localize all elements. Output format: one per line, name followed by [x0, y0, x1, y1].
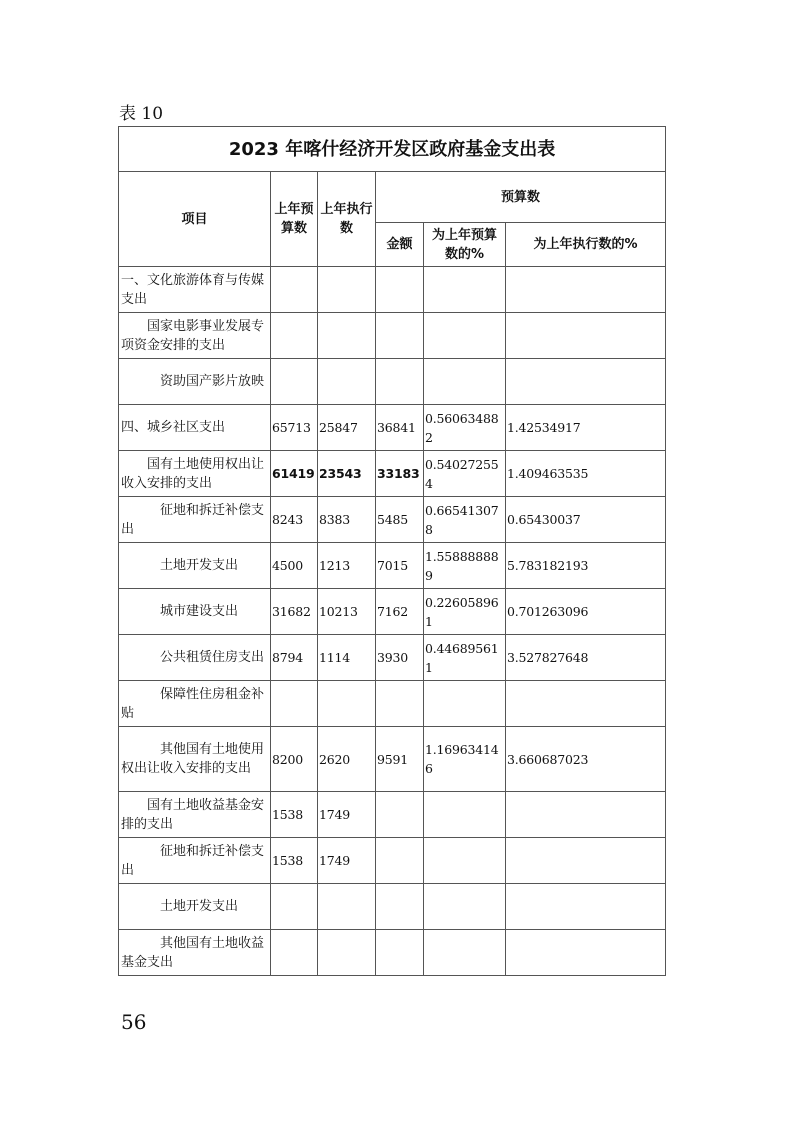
- row-pct-budget-cell: 0.446895611: [424, 635, 506, 681]
- row-amount-cell: 3930: [376, 635, 424, 681]
- row-prev-budget-cell: 31682: [271, 589, 318, 635]
- row-name-cell: 其他国有土地使用权出让收入安排的支出: [119, 727, 271, 792]
- row-prev-budget-cell: [271, 930, 318, 976]
- row-prev-exec-cell: [318, 884, 376, 930]
- row-pct-budget-cell: [424, 930, 506, 976]
- header-pct-prev-exec: 为上年执行数的%: [506, 223, 666, 267]
- table-row: [119, 405, 666, 451]
- row-prev-budget-cell: 4500: [271, 543, 318, 589]
- row-pct-budget-cell: [424, 838, 506, 884]
- row-pct-budget-cell: 1.558888889: [424, 543, 506, 589]
- row-amount-cell: [376, 930, 424, 976]
- row-pct-exec-cell: 3.660687023: [506, 727, 666, 792]
- table-label: 表 10: [119, 104, 164, 124]
- header-amount: 金额: [376, 223, 424, 267]
- row-pct-budget-cell: 0.540272554: [424, 451, 506, 497]
- row-amount-cell: 9591: [376, 727, 424, 792]
- row-pct-exec-cell: [506, 884, 666, 930]
- table-row: [119, 792, 666, 838]
- table-row: [119, 838, 666, 884]
- table-row: [119, 543, 666, 589]
- header-prev-budget: 上年预算数: [271, 172, 318, 267]
- row-name-cell: 公共租赁住房支出: [119, 635, 271, 681]
- row-name-cell: 保障性住房租金补贴: [119, 681, 271, 727]
- row-pct-exec-cell: [506, 267, 666, 313]
- table-title: 2023 年喀什经济开发区政府基金支出表: [119, 127, 666, 172]
- row-name-cell: 土地开发支出: [119, 884, 271, 930]
- row-prev-exec-cell: [318, 313, 376, 359]
- row-prev-budget-cell: 8243: [271, 497, 318, 543]
- row-amount-cell: 7162: [376, 589, 424, 635]
- row-prev-budget-cell: 1538: [271, 838, 318, 884]
- row-name-cell: 征地和拆迁补偿支出: [119, 497, 271, 543]
- row-pct-exec-cell: [506, 313, 666, 359]
- row-prev-budget-cell: 61419: [271, 451, 318, 497]
- row-name-cell: 国有土地收益基金安排的支出: [119, 792, 271, 838]
- header-budget: 预算数: [376, 172, 666, 223]
- row-amount-cell: [376, 359, 424, 405]
- row-name-cell: 城市建设支出: [119, 589, 271, 635]
- table-row: [119, 884, 666, 930]
- row-amount-cell: 33183: [376, 451, 424, 497]
- row-prev-exec-cell: [318, 359, 376, 405]
- row-pct-budget-cell: 1.169634146: [424, 727, 506, 792]
- table-row: [119, 681, 666, 727]
- row-pct-exec-cell: [506, 838, 666, 884]
- row-pct-exec-cell: 3.527827648: [506, 635, 666, 681]
- table-row: [119, 497, 666, 543]
- row-pct-exec-cell: [506, 930, 666, 976]
- row-amount-cell: [376, 838, 424, 884]
- header-prev-exec: 上年执行数: [318, 172, 376, 267]
- table-row: [119, 267, 666, 313]
- page-number: 56: [121, 1010, 147, 1034]
- row-pct-exec-cell: 0.701263096: [506, 589, 666, 635]
- row-name-cell: 征地和拆迁补偿支出: [119, 838, 271, 884]
- row-name-cell: 其他国有土地收益基金支出: [119, 930, 271, 976]
- row-pct-budget-cell: [424, 792, 506, 838]
- row-pct-budget-cell: [424, 359, 506, 405]
- row-amount-cell: [376, 792, 424, 838]
- fund-expenditure-table: [118, 126, 666, 976]
- row-pct-budget-cell: [424, 313, 506, 359]
- row-name-cell: 四、城乡社区支出: [119, 405, 271, 451]
- row-name-cell: 土地开发支出: [119, 543, 271, 589]
- row-name-cell: 国有土地使用权出让收入安排的支出: [119, 451, 271, 497]
- row-prev-exec-cell: 25847: [318, 405, 376, 451]
- row-pct-exec-cell: 5.783182193: [506, 543, 666, 589]
- row-amount-cell: 7015: [376, 543, 424, 589]
- row-amount-cell: [376, 267, 424, 313]
- row-pct-exec-cell: [506, 792, 666, 838]
- table-row: [119, 930, 666, 976]
- row-pct-budget-cell: [424, 681, 506, 727]
- row-prev-budget-cell: [271, 267, 318, 313]
- row-prev-exec-cell: 1213: [318, 543, 376, 589]
- row-prev-exec-cell: [318, 681, 376, 727]
- row-pct-budget-cell: 0.665413078: [424, 497, 506, 543]
- row-prev-exec-cell: 10213: [318, 589, 376, 635]
- table-row: [119, 589, 666, 635]
- table-row: [119, 359, 666, 405]
- row-prev-exec-cell: [318, 930, 376, 976]
- row-name-cell: 国家电影事业发展专项资金安排的支出: [119, 313, 271, 359]
- row-pct-budget-cell: 0.560634882: [424, 405, 506, 451]
- table-row: [119, 313, 666, 359]
- row-pct-exec-cell: 1.409463535: [506, 451, 666, 497]
- row-prev-budget-cell: 8200: [271, 727, 318, 792]
- row-prev-exec-cell: 23543: [318, 451, 376, 497]
- row-prev-exec-cell: 1749: [318, 838, 376, 884]
- row-prev-budget-cell: 65713: [271, 405, 318, 451]
- header-item: 项目: [119, 172, 271, 267]
- row-prev-exec-cell: 2620: [318, 727, 376, 792]
- row-prev-budget-cell: [271, 884, 318, 930]
- row-pct-exec-cell: 1.42534917: [506, 405, 666, 451]
- row-amount-cell: [376, 313, 424, 359]
- row-amount-cell: [376, 681, 424, 727]
- row-prev-exec-cell: 1749: [318, 792, 376, 838]
- table-row: [119, 727, 666, 792]
- row-prev-budget-cell: [271, 359, 318, 405]
- row-pct-budget-cell: 0.226058961: [424, 589, 506, 635]
- row-pct-exec-cell: 0.65430037: [506, 497, 666, 543]
- row-amount-cell: 5485: [376, 497, 424, 543]
- table-row: [119, 451, 666, 497]
- header-pct-prev-budget: 为上年预算数的%: [424, 223, 506, 267]
- row-name-cell: 一、文化旅游体育与传媒支出: [119, 267, 271, 313]
- row-prev-exec-cell: [318, 267, 376, 313]
- row-prev-exec-cell: 1114: [318, 635, 376, 681]
- row-pct-budget-cell: [424, 267, 506, 313]
- table-row: [119, 635, 666, 681]
- row-amount-cell: [376, 884, 424, 930]
- row-amount-cell: 36841: [376, 405, 424, 451]
- row-pct-exec-cell: [506, 359, 666, 405]
- row-prev-exec-cell: 8383: [318, 497, 376, 543]
- row-name-cell: 资助国产影片放映: [119, 359, 271, 405]
- row-pct-exec-cell: [506, 681, 666, 727]
- row-pct-budget-cell: [424, 884, 506, 930]
- row-prev-budget-cell: 1538: [271, 792, 318, 838]
- row-prev-budget-cell: 8794: [271, 635, 318, 681]
- row-prev-budget-cell: [271, 681, 318, 727]
- row-prev-budget-cell: [271, 313, 318, 359]
